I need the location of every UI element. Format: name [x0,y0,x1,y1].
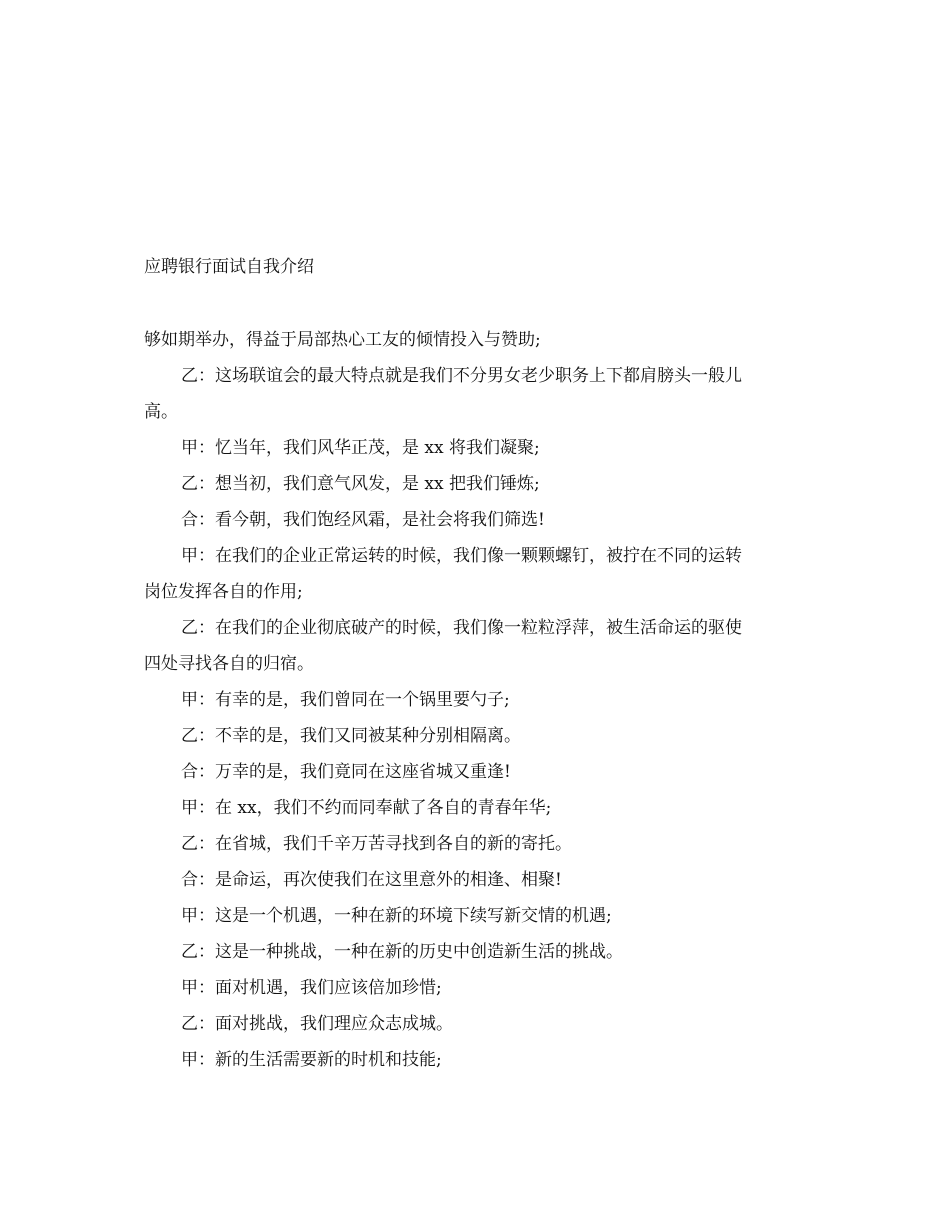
text-line: 甲：在 xx，我们不约而同奉献了各自的青春年华; [181,798,552,818]
text-line: 乙：不幸的是，我们又同被某种分别相隔离。 [181,726,521,746]
text-line: 乙：在省城，我们千辛万苦寻找到各自的新的寄托。 [181,834,572,854]
text-line: 高。 [144,402,178,422]
text-line: 够如期举办，得益于局部热心工友的倾情投入与赞助; [144,330,541,350]
text-line: 甲：新的生活需要新的时机和技能; [181,1050,442,1070]
text-line: 甲：在我们的企业正常运转的时候，我们像一颗颗螺钉，被拧在不同的运转 [181,546,742,566]
text-line: 乙：想当初，我们意气风发，是 xx 把我们锤炼; [181,474,540,494]
text-line: 甲：有幸的是，我们曾同在一个锅里要勺子; [181,690,510,710]
text-line: 甲：面对机遇，我们应该倍加珍惜; [181,978,442,998]
text-line: 乙：面对挑战，我们理应众志成城。 [181,1014,453,1034]
document-body [144,322,804,1078]
text-line: 乙：这是一种挑战，一种在新的历史中创造新生活的挑战。 [181,942,623,962]
text-line: 乙：在我们的企业彻底破产的时候，我们像一粒粒浮萍，被生活命运的驱使 [181,618,742,638]
text-line: 岗位发挥各自的作用; [144,582,303,602]
text-line: 甲：忆当年，我们风华正茂，是 xx 将我们凝聚; [181,438,540,458]
text-line: 四处寻找各自的归宿。 [144,654,314,674]
text-line: 合：万幸的是，我们竟同在这座省城又重逢! [181,762,511,782]
text-line: 甲：这是一个机遇，一种在新的环境下续写新交情的机遇; [181,906,612,926]
text-line: 合：看今朝，我们饱经风霜，是社会将我们筛选! [181,510,545,530]
text-line: 乙：这场联谊会的最大特点就是我们不分男女老少职务上下都肩膀头一般儿 [181,366,742,386]
text-line: 合：是命运，再次使我们在这里意外的相逢、相聚! [181,870,562,890]
document-title: 应聘银行面试自我介绍 [144,257,314,277]
